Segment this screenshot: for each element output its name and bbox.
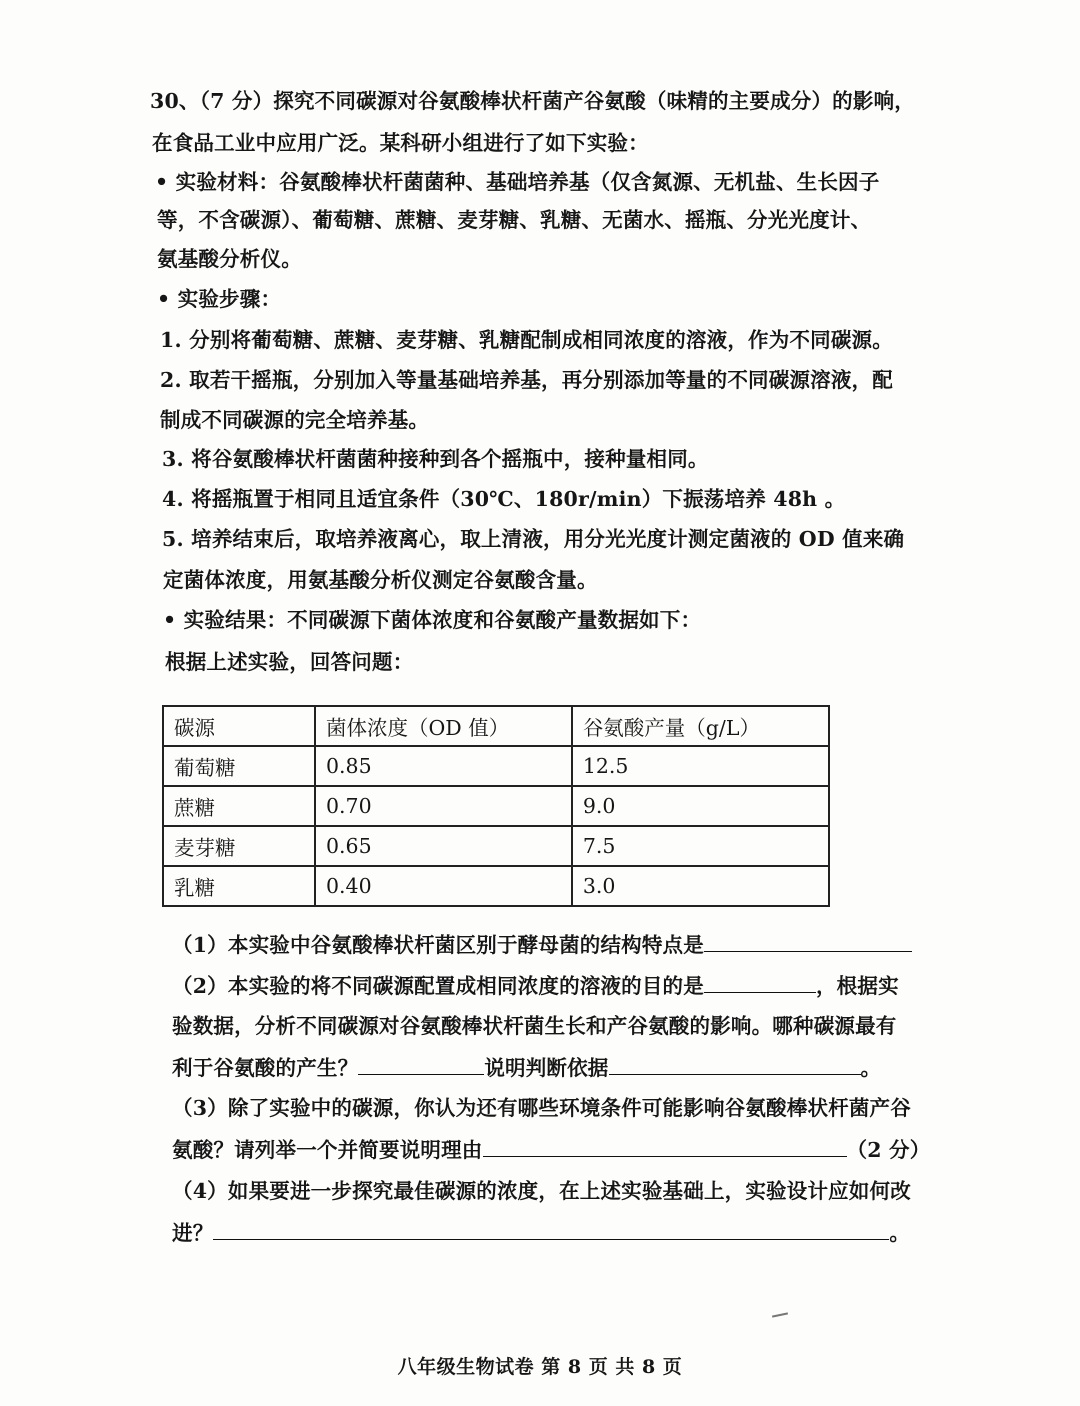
table-row — [163, 826, 829, 866]
scan-mark — [772, 1312, 788, 1317]
subquestion-2-line-3 — [172, 1052, 881, 1083]
step-5-line-2: 定菌体浓度，用氨基酸分析仪测定谷氨酸含量。 — [163, 568, 598, 592]
results-table — [162, 705, 830, 907]
table-cell: 3.0 — [572, 866, 829, 906]
subquestion-4-end: 。 — [889, 1221, 911, 1245]
question-header: 30、（7 分）探究不同碳源对谷氨酸棒状杆菌产谷氨酸（味精的主要成分）的影响， — [150, 89, 915, 113]
subquestion-2-line-1 — [172, 970, 899, 1001]
table-cell: 0.65 — [315, 826, 572, 866]
answer-blank-3[interactable] — [483, 1134, 847, 1157]
table-header-cell: 菌体浓度（OD 值） — [315, 706, 572, 746]
table-cell: 9.0 — [572, 786, 829, 826]
subquestion-2-ask: 利于谷氨酸的产生？ — [172, 1056, 359, 1080]
subquestion-1 — [172, 929, 912, 960]
subquestion-3-score: （2 分） — [846, 1138, 931, 1162]
table-row — [163, 786, 829, 826]
materials-line-1: • 实验材料：谷氨酸棒状杆菌菌种、基础培养基（仅含氮源、无机盐、生长因子 — [155, 170, 880, 194]
step-2-line-1: 2. 取若干摇瓶，分别加入等量基础培养基，再分别添加等量的不同碳源溶液，配 — [160, 368, 893, 392]
table-header-row — [163, 706, 829, 746]
page-footer: 八年级生物试卷 第 8 页 共 8 页 — [397, 1356, 683, 1378]
table-cell: 12.5 — [572, 746, 829, 786]
table-cell: 7.5 — [572, 826, 829, 866]
steps-heading: • 实验步骤： — [157, 287, 282, 311]
table-header-cell: 碳源 — [163, 706, 315, 746]
table-cell: 蔗糖 — [163, 786, 315, 826]
table-header-cell: 谷氨酸产量（g/L） — [572, 706, 829, 746]
step-5-line-1: 5. 培养结束后，取培养液离心，取上清液，用分光光度计测定菌液的 OD 值来确 — [162, 527, 905, 551]
table-cell: 麦芽糖 — [163, 826, 315, 866]
step-4: 4. 将摇瓶置于相同且适宜条件（30℃、180r/min）下振荡培养 48h 。 — [162, 487, 846, 511]
subquestion-2-end: 。 — [860, 1056, 882, 1080]
materials-line-2: 等，不含碳源）、葡萄糖、蔗糖、麦芽糖、乳糖、无菌水、摇瓶、分光光度计、 — [157, 208, 872, 232]
subquestion-2-basis: 说明判断依据 — [484, 1056, 609, 1080]
subquestion-4-line-1: （4）如果要进一步探究最佳碳源的浓度，在上述实验基础上，实验设计应如何改 — [172, 1179, 911, 1203]
subquestion-4-text: 进？ — [172, 1221, 214, 1245]
table-cell: 乳糖 — [163, 866, 315, 906]
subquestion-1-text: （1）本实验中谷氨酸棒状杆菌区别于酵母菌的结构特点是 — [172, 933, 704, 957]
answer-blank-2a[interactable] — [704, 970, 816, 993]
subquestion-3-text: 氨酸？请列举一个并简要说明理由 — [172, 1138, 483, 1162]
table-cell: 葡萄糖 — [163, 746, 315, 786]
table-cell: 0.85 — [315, 746, 572, 786]
answer-blank-4[interactable] — [213, 1217, 889, 1240]
table-cell: 0.40 — [315, 866, 572, 906]
subquestion-2-line-2: 验数据，分析不同碳源对谷氨酸棒状杆菌生长和产谷氨酸的影响。哪种碳源最有 — [172, 1014, 897, 1038]
table-row — [163, 746, 829, 786]
table-row — [163, 866, 829, 906]
step-2-line-2: 制成不同碳源的完全培养基。 — [160, 408, 430, 432]
table-cell: 0.70 — [315, 786, 572, 826]
results-line: • 实验结果：不同碳源下菌体浓度和谷氨酸产量数据如下： — [163, 608, 702, 632]
answer-blank-2b[interactable] — [358, 1052, 484, 1075]
materials-line-3: 氨基酸分析仪。 — [157, 247, 302, 271]
question-intro: 在食品工业中应用广泛。某科研小组进行了如下实验： — [152, 131, 649, 155]
subquestion-4-line-2 — [172, 1217, 910, 1248]
subquestion-3-line-2 — [172, 1134, 930, 1165]
subquestion-3-line-1: （3）除了实验中的碳源，你认为还有哪些环境条件可能影响谷氨酸棒状杆菌产谷 — [172, 1096, 911, 1120]
answer-blank-2c[interactable] — [609, 1052, 861, 1075]
answer-prompt: 根据上述实验，回答问题： — [165, 650, 414, 674]
subquestion-2-text: （2）本实验的将不同碳源配置成相同浓度的溶液的目的是 — [172, 974, 704, 998]
subquestion-2-tail: ，根据实 — [815, 974, 899, 998]
step-3: 3. 将谷氨酸棒状杆菌菌种接种到各个摇瓶中，接种量相同。 — [162, 447, 709, 471]
step-1: 1. 分别将葡萄糖、蔗糖、麦芽糖、乳糖配制成相同浓度的溶液，作为不同碳源。 — [160, 328, 893, 352]
answer-blank-1[interactable] — [704, 929, 912, 952]
